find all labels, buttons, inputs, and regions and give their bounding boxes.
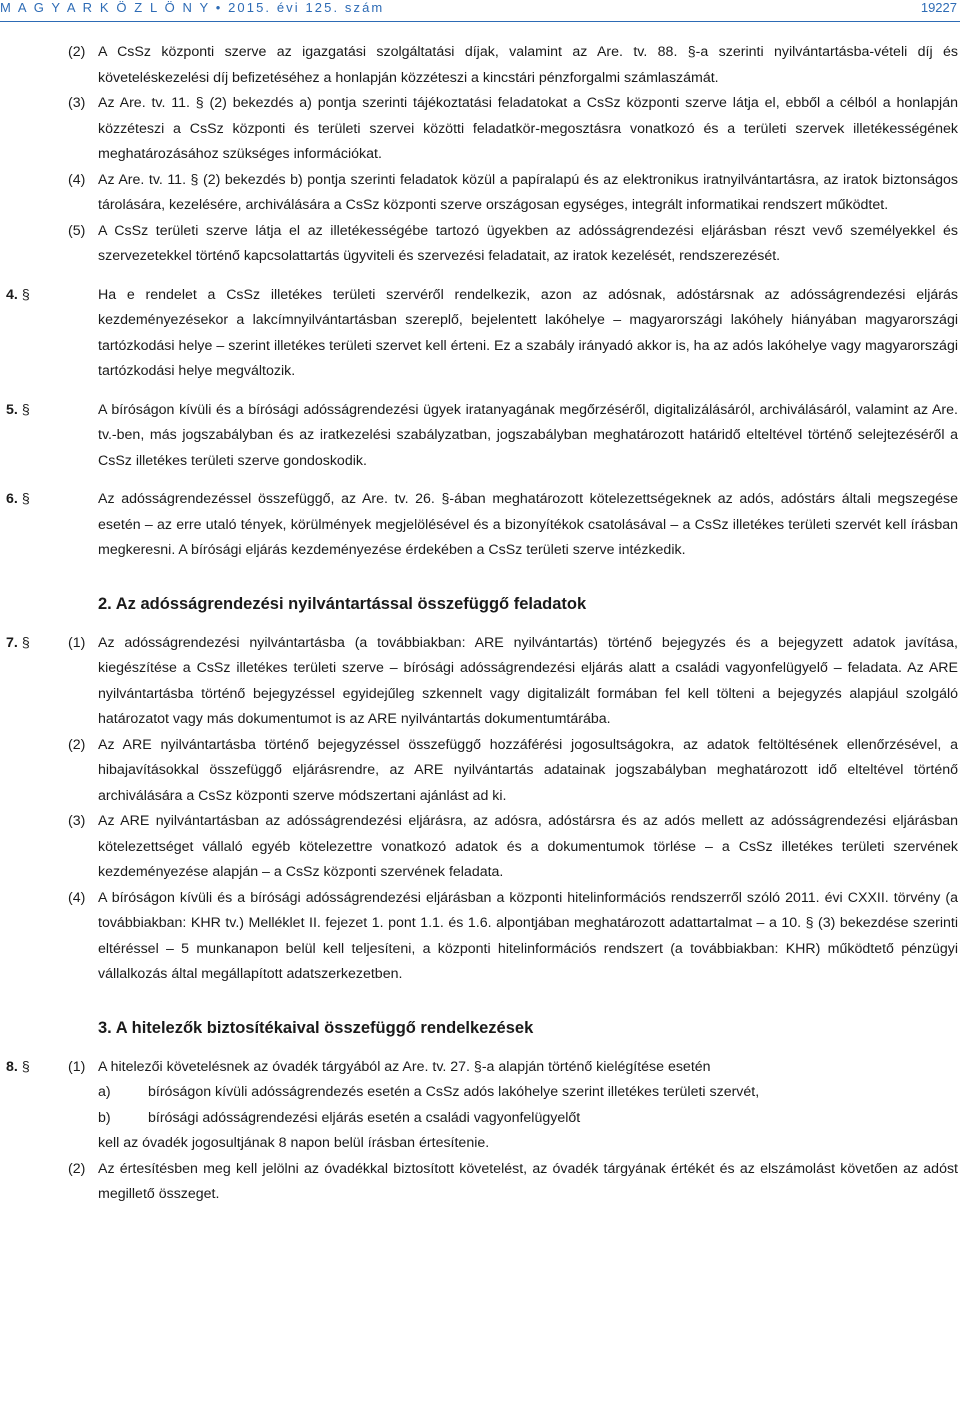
paragraph-number: (3) bbox=[68, 813, 86, 829]
paragraph-text: A hitelezői követelésnek az óvadék tárgyából az Are. tv. 27. §-a alapján történő kielégítése esetén bbox=[98, 1058, 711, 1075]
paragraph bbox=[0, 168, 960, 219]
chapter-heading: 3. A hitelezők biztosítékaival összefüggő rendelkezések bbox=[98, 1018, 534, 1037]
section-symbol: § bbox=[21, 1058, 30, 1075]
section-num-text: 6. bbox=[6, 491, 18, 507]
paragraph-tail: kell az óvadék jogosultjának 8 napon belül írásban értesítenie. bbox=[98, 1135, 490, 1151]
list-item-text: bírósági adósságrendezési eljárás esetén a családi vagyonfelügyelőt bbox=[148, 1109, 581, 1126]
section-number bbox=[6, 631, 30, 657]
paragraph-text: Az értesítésben meg kell jelölni az óvadékkal biztosított követelést, az óvadék tárgyának értékét és az elszámolást követően az adóst megillető összeget. bbox=[98, 1160, 958, 1202]
list-item-label: b) bbox=[98, 1109, 111, 1126]
section-num-text: 5. bbox=[6, 401, 18, 418]
paragraph-text: A bíróságon kívüli és a bírósági adósságrendezési eljárásban a központi hitelinformációs rendszerről szóló 2011. évi CXXII. törvény (a továbbiakban: KHR tv.) Melléklet II. fejezet 1. pont 1.1. és 1.6. alpontjában meghatározott adattartalmat – a 10. § (3) bekezdése szerinti eltéréssel – 5 munkanapon belül kell teljesíteni, a központi hitelinformációs rendszert (a továbbiakban: KHR) működtető pénzügyi vállalkozás által megállapított adatszerkezetben. bbox=[98, 889, 958, 982]
paragraph bbox=[0, 40, 960, 91]
section-symbol: § bbox=[21, 491, 30, 507]
page-number: 19227 bbox=[920, 0, 957, 15]
paragraph-text: Az adósságrendezési nyilvántartásba (a továbbiakban: ARE nyilvántartás) történő bejegyzés és a bejegyzett adatok javítása, kiegészítése a CsSz illetékes területi szerve – bírósági adósságrendezési eljárás alatt a családi vagyonfelügyelő – feladata. Az ARE nyilvántartásba történő bejegyzéssel egyidejűleg szkennelt vagy digitalizált formában fel kell tölteni a bejegyzés alapjául szolgáló határozatot vagy más dokumentumot is az ARE nyilvántartás dokumentumtárába. bbox=[98, 634, 958, 727]
paragraph-number: (2) bbox=[68, 44, 86, 60]
paragraph-number: (1) bbox=[68, 1058, 86, 1075]
section-number bbox=[6, 487, 30, 513]
chapter-heading: 2. Az adósságrendezési nyilvántartással összefüggő feladatok bbox=[98, 594, 587, 613]
section-text: Ha e rendelet a CsSz illetékes területi szervéről rendelkezik, azon az adósnak, adóstársnak az adósságrendezési eljárás kezdeményezésekor a lakcímnyilvántartásban szereplő, bejelentett lakóhelye – magyarországi lakóhely hiányában magyarországi tartózkodási helye – szerint illetékes területi szervet kell érteni. Ez a szabály irányadó akkor is, ha az adós lakóhelye vagy magyarországi tartózkodási helye megváltozik. bbox=[98, 286, 958, 379]
paragraph-number: (5) bbox=[68, 222, 86, 239]
section-5 bbox=[0, 398, 960, 475]
section-num-text: 7. bbox=[6, 634, 18, 651]
page-header bbox=[0, 0, 960, 20]
section-symbol: § bbox=[21, 401, 30, 418]
header-rule bbox=[0, 21, 960, 22]
section-4 bbox=[0, 283, 960, 385]
section-number bbox=[6, 283, 30, 309]
paragraph bbox=[0, 886, 960, 988]
paragraph bbox=[0, 91, 960, 168]
paragraph-text: Az ARE nyilvántartásban az adósságrendezési eljárásra, az adósra, adóstársra és az adós mellett az adósságrendezési eljárásban kötelezettséget vállaló egyéb kötelezettre vonatkozó adatok és a dokumentumok törlése – a CsSz illetékes területi szervének kezdeményezése alapján – a CsSz központi szervének feladata. bbox=[98, 813, 958, 880]
list-item bbox=[0, 1106, 960, 1132]
paragraph-text: Az Are. tv. 11. § (2) bekezdés a) pontja szerinti tájékoztatási feladatokat a CsSz központi szerve látja el, ebből a célból a honlapján közzéteszi a CsSz központi és területi szervei közötti feladatkör-megosztásra vonatkozó és a területi szervek illetékességének meghatározásához szükséges információkat. bbox=[98, 95, 958, 162]
section-6 bbox=[0, 487, 960, 564]
section-text: Az adósságrendezéssel összefüggő, az Are. tv. 26. §-ában meghatározott kötelezettségeknek az adós, adóstárs általi megszegése esetén – az erre utaló tények, körülmények megjelölésével és a bizonyítékok csatolásával – a CsSz illetékes területi szervét kell írásban megkeresni. A bírósági eljárás kezdeményezése érdekében a CsSz területi szerve intézkedik. bbox=[98, 491, 958, 558]
section-symbol: § bbox=[21, 634, 30, 651]
paragraph-number: (4) bbox=[68, 889, 86, 906]
journal-title: M A G Y A R K Ö Z L Ö N Y • 2015. évi 125. szám bbox=[0, 0, 385, 15]
section-8 bbox=[0, 1055, 960, 1081]
section-symbol: § bbox=[21, 286, 30, 303]
list-item-label: a) bbox=[98, 1084, 111, 1100]
section-text: A bíróságon kívüli és a bírósági adósságrendezési ügyek iratanyagának megőrzéséről, digitalizálásáról, archiválásáról, valamint az Are. tv.-ben, más jogszabályban és az iratkezelési szabályzatban, jogszabályban meghatározott határidő elteltével történő selejtezéséről a CsSz illetékes területi szerve gondoskodik. bbox=[98, 401, 958, 469]
section-num-text: 4. bbox=[6, 286, 18, 303]
paragraph-number: (2) bbox=[68, 736, 86, 753]
document-body bbox=[0, 40, 960, 1208]
section-number bbox=[6, 1055, 30, 1081]
section-number bbox=[6, 398, 30, 424]
section-7 bbox=[0, 631, 960, 733]
paragraph bbox=[0, 809, 960, 886]
paragraph bbox=[0, 1157, 960, 1208]
section-num-text: 8. bbox=[6, 1058, 18, 1075]
paragraph-number: (1) bbox=[68, 634, 86, 651]
paragraph bbox=[0, 219, 960, 270]
paragraph bbox=[0, 733, 960, 810]
list-item-text: bíróságon kívüli adósságrendezés esetén a CsSz adós lakóhelye szerint illetékes területi szervét, bbox=[148, 1084, 760, 1100]
paragraph-text: A CsSz területi szerve látja el az illetékességébe tartozó ügyekben az adósságrendezési eljárásban részt vevő személyekkel és szervezetekkel történő kapcsolattartás ügyviteli és szervezési feladatait, az iratok kezelését, rendszerezését. bbox=[98, 222, 958, 264]
paragraph-text: A CsSz központi szerve az igazgatási szolgáltatási díjak, valamint az Are. tv. 88. §-a szerinti nyilvántartásba-vételi díj és követeléskezelési díj befizetéséhez a honlapján közzéteszi a kincstári pénzforgalmi számlaszámát. bbox=[98, 44, 958, 86]
paragraph-number: (4) bbox=[68, 171, 86, 188]
paragraph-number: (3) bbox=[68, 95, 86, 111]
list-item bbox=[0, 1080, 960, 1106]
paragraph-number: (2) bbox=[68, 1160, 86, 1177]
paragraph-text: Az Are. tv. 11. § (2) bekezdés b) pontja szerinti feladatok közül a papíralapú és az elektronikus iratnyilvántartásra, az iratok biztonságos tárolására, kezelésére, archiválására a CsSz központi szerve országosan egységes, integrált informatikai rendszert működtet. bbox=[98, 171, 958, 213]
paragraph-text: Az ARE nyilvántartásba történő bejegyzéssel összefüggő hozzáférési jogosultságokra, az adatok feltöltésének ellenőrzésével, a hibajavításokkal összefüggő eljárásrendre, az ARE nyilvántartás adatainak jogszabályban meghatározott idő elteltével történő archiválására a CsSz központi szerve módszertani ajánlást ad ki. bbox=[98, 736, 958, 804]
